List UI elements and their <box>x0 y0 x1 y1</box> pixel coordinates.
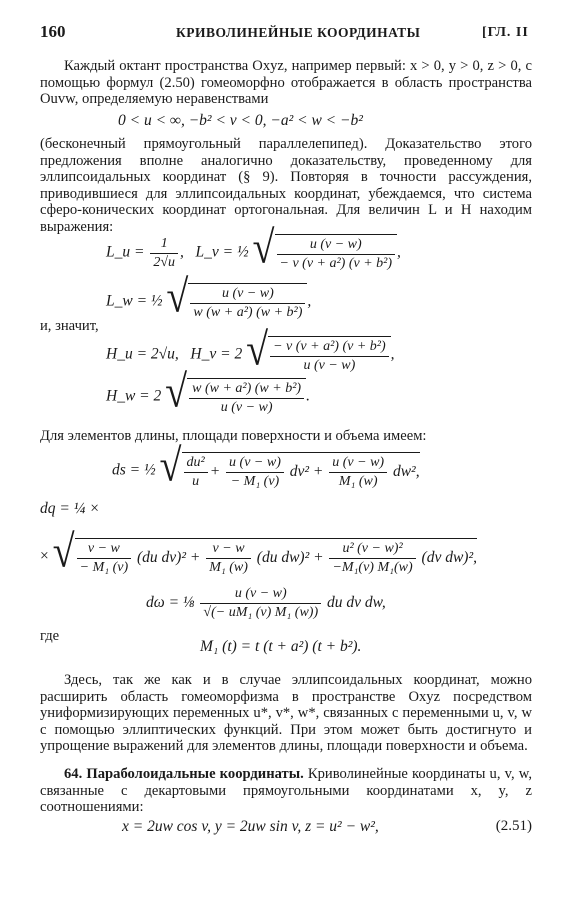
formula-lu-lv: L_u = $\frac{1}{2√u}$ , L_v = ½ √ $\frac{u (v - w)}{\text{− v (v + a²) (v + b²)}}$ , <box>106 221 401 273</box>
lu-numerator: 1 <box>150 236 178 254</box>
ds-term2-den: − M₁ (v) <box>230 474 280 489</box>
dq-term1-tail: (du dv)² + <box>137 549 201 567</box>
running-title: КРИВОЛИНЕЙНЫЕ КООРДИНАТЫ <box>176 25 421 40</box>
formula-hu-hv: H_u = 2√u, H_v = 2 √ $\frac{\text{− v (v + a²) (v + b²)}}{u (v - w)}$ , <box>106 323 395 375</box>
domega-numerator: u (v − w) <box>200 586 321 604</box>
section-title: Параболоидальные координаты. <box>86 766 304 782</box>
hv-label: H_v = 2 <box>190 345 243 363</box>
equation-number: (2.51) <box>495 818 532 834</box>
where-label: где <box>40 628 60 644</box>
page-number: 160 <box>40 22 66 41</box>
lv-label: L_v = ½ <box>195 243 249 261</box>
paragraph-octant: Каждый октант пространства Oxyz, например первый: x > 0, y > 0, z > 0, с помощью формул (2.50) гомеоморфно отображается в область пространства Ouvw, определяемую неравенствами <box>40 58 532 107</box>
hw-denominator: u (v − w) <box>220 400 273 415</box>
lv-radical: √ $\frac{u (v - w)}{\text{− v (v + a²) (v + b²)}}$ <box>253 234 398 272</box>
dq-term2-den: M₁ (w) <box>209 560 248 575</box>
hu-formula: H_u = 2√u, <box>106 345 179 363</box>
lu-label: L_u = <box>106 243 145 261</box>
hv-numerator: − v (v + a²) (v + b²) <box>270 339 389 357</box>
ds-term3-num: u (v − w) <box>329 455 387 473</box>
lu-fraction <box>150 236 178 271</box>
ds-term2-num: u (v − w) <box>226 455 284 473</box>
dq-term2-tail: (du dw)² + <box>256 549 324 567</box>
dq-term3-num: u² (v − w)² <box>329 541 415 559</box>
hw-label: H_w = 2 <box>106 387 162 405</box>
dq-term2-num: v − w <box>206 541 251 559</box>
inequalities: 0 < u < ∞, −b² < v < 0, −a² < w < −b² <box>118 112 363 129</box>
domega-lhs: dω = ⅛ <box>146 594 195 612</box>
lw-denominator: w (w + a²) (w + b²) <box>193 305 303 320</box>
domega-tail: du dv dw, <box>327 594 386 612</box>
dq-radical: √ $\frac{v - w}{\text{− M₁ (v)}}$ (du dv)² + $\frac{v - w}{\text{M₁ (w)}}$ (du dw)² + $\frac{\text{u² (v − w)²}}{\text{−M₁(v) M₁(w)}}$ (dv dw)², <box>52 525 477 577</box>
formula-lw: L_w = ½ √ $\frac{u (v - w)}{\text{w (w + a²) (w + b²)}}$ , <box>106 270 312 322</box>
ds-radical: √ $\frac{\text{du²}}{u}$ + $\frac{u (v - w)}{\text{− M₁ (v)}}$ dv² + $\frac{u (v - w)}{\text{M₁ (w)}}$ dw², <box>159 439 420 491</box>
dq-term3-tail: (dv dw)², <box>421 549 477 567</box>
ds-lhs: ds = ½ <box>112 461 156 479</box>
ds-term2-tail: dv² + <box>289 463 324 481</box>
lw-numerator: u (v − w) <box>190 286 305 304</box>
paragraph-proof: (бесконечный прямоугольный параллелепипед). Доказательство этого предложения вполне аналогично доказательству, проведенному для эллипсоидальных координат (§ 9). Повторяя в точности рассуждения, приводившиеся для эллипсоидальных координат, убеждаемся, что система сферо-конических координат ортогональная. Для величин L и H находим выражения: <box>40 136 532 235</box>
ds-term1-num: du² <box>184 455 208 473</box>
dq-term1-num: v − w <box>77 541 132 559</box>
domega-denominator: √(− uM₁ (v) M₁ (w)) <box>203 605 319 620</box>
dq-term1-den: − M₁ (v) <box>79 560 129 575</box>
lv-denominator: − v (v + a²) (v + b²) <box>279 256 393 271</box>
lu-denominator: 2√u <box>153 254 176 270</box>
formula-2-51: x = 2uw cos v, y = 2uw sin v, z = u² − w², <box>122 818 379 835</box>
paragraph-uniformizing: Здесь, так же как и в случае эллипсоидальных координат, можно расширить область гомеоморфизма в пространстве Oxyz посредством униформизирующих переменных u*, v*, w*, связанных с переменными u, v, w с помощью эллиптических функций. При этом может быть достигнуто и упрощение выражений для элементов длины, площади поверхности и объема. <box>40 672 532 754</box>
section-text: Криволинейные координаты u, v, w, связанные с декартовыми прямоугольными координатами x, y, z соотношениями: <box>40 766 532 815</box>
formula-dq: × √ $\frac{v - w}{\text{− M₁ (v)}}$ (du dv)² + $\frac{v - w}{\text{M₁ (w)}}$ (du dw)² + $\frac{\text{u² (v − w)²}}{\text{−M₁(v) M₁(w)}}$ (dv dw)², <box>40 525 477 577</box>
formula-ds <box>112 439 420 491</box>
chapter-label: [ГЛ. II <box>482 25 529 40</box>
hv-radical: √ $\frac{\text{− v (v + a²) (v + b²)}}{u (v - w)}$ <box>246 336 391 374</box>
hw-radical: √ $\frac{\text{w (w + a²) (w + b²)}}{u (v - w)}$ <box>165 378 306 416</box>
ds-term1-den: u <box>192 474 200 489</box>
domega-fraction <box>200 586 321 621</box>
formula-dq-lhs: dq = ¼ × <box>40 500 100 517</box>
hv-denominator: u (v − w) <box>303 358 356 373</box>
lw-radical: √ $\frac{u (v - w)}{\text{w (w + a²) (w + b²)}}$ <box>166 283 307 321</box>
hw-numerator: w (w + a²) (w + b²) <box>189 381 304 399</box>
formula-m1: M₁ (t) = t (t + a²) (t + b²). <box>200 638 362 655</box>
lv-numerator: u (v − w) <box>277 237 396 255</box>
and-so: и, значит, <box>40 318 99 334</box>
formula-hw: H_w = 2 √ $\frac{\text{w (w + a²) (w + b²)}}{u (v - w)}$ . <box>106 365 310 417</box>
paragraph-elements: Для элементов длины, площади поверхности и объема имеем: <box>40 428 427 444</box>
ds-term3-den: M₁ (w) <box>338 474 378 489</box>
section-number: 64. <box>64 766 83 782</box>
lw-label: L_w = ½ <box>106 292 163 310</box>
ds-term3-tail: dw², <box>392 463 420 481</box>
dq-term3-den: −M₁(v) M₁(w) <box>332 560 413 575</box>
formula-domega <box>146 586 386 621</box>
section-64 <box>40 766 532 816</box>
